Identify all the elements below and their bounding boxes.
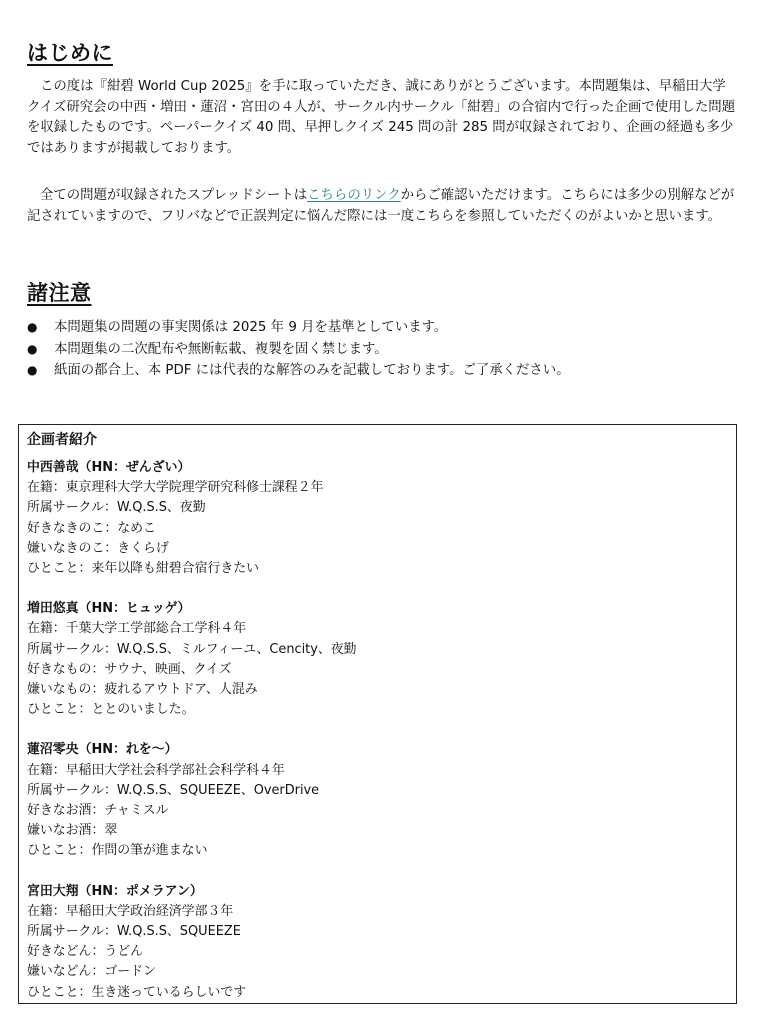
- organizer-likes: 好きなきのこ：なめこ: [27, 520, 156, 536]
- organizer-comment: ひとこと：生き迷っているらしいです: [27, 984, 247, 1000]
- organizer-circles: 所属サークル：W.Q.S.S、SQUEEZE、OverDrive: [27, 782, 320, 798]
- organizer-affiliation: 在籍：早稲田大学社会科学部社会科学科４年: [27, 762, 285, 778]
- intro-paragraph-1: この度は『紺碧 World Cup 2025』を手に取っていただき、誠にありがとうございます。本問題集は、早稲田大学クイズ研究会の中西・増田・蓮沼・宮田の４人が、サークル内サークル「紺碧」の合宿内で行った企画で使用した問題を収録したものです。ペーパークイズ 40 問、早押しクイズ 245 問の計 285 問が収録されており、企画の経過も多少ではありますが掲載しております。: [27, 79, 736, 156]
- bullet-icon: ●: [27, 341, 38, 356]
- bullet-icon: ●: [27, 363, 38, 377]
- bullet-icon: ●: [27, 320, 38, 334]
- organizer-circles: 所属サークル：W.Q.S.S、ミルフィーユ、Cencity、夜勤: [27, 641, 357, 657]
- organizer-name: 中西善哉（HN：ぜんざい）: [27, 460, 191, 475]
- organizer-profile: [27, 740, 736, 861]
- organizer-name: 増田悠真（HN：ヒュッゲ）: [27, 601, 191, 617]
- organizer-dislikes: 嫌いなお酒：翠: [27, 823, 118, 839]
- organizer-box-title: 企画者紹介: [27, 432, 97, 448]
- organizer-circles: 所属サークル：W.Q.S.S、夜勤: [27, 500, 206, 516]
- spreadsheet-link[interactable]: こちらのリンク: [307, 188, 401, 203]
- notes-heading: 諸注意: [27, 281, 92, 305]
- organizer-dislikes: 嫌いなどん：ゴードン: [27, 964, 156, 980]
- organizer-comment: ひとこと：作問の筆が進まない: [27, 843, 208, 859]
- organizer-likes: 好きなもの：サウナ、映画、クイズ: [27, 661, 232, 677]
- intro-heading: はじめに: [27, 41, 113, 65]
- note-text: 紙面の都合上、本 PDF には代表的な解答のみを記載しております。ご了承ください。: [54, 363, 570, 378]
- organizer-likes: 好きなお酒：チャミスル: [27, 803, 169, 819]
- organizer-likes: 好きなどん：うどん: [27, 944, 144, 960]
- note-text: 本問題集の二次配布や無断転載、複製を固く禁じます。: [54, 341, 388, 357]
- organizer-comment: ひとこと：ととのいました。: [27, 702, 195, 718]
- organizer-profile-box: [18, 424, 737, 1004]
- intro-paragraph-2-lead: 全ての問題が収録されたスプレッドシートは: [40, 188, 308, 203]
- organizer-profile: [27, 599, 736, 720]
- organizer-circles: 所属サークル：W.Q.S.S、SQUEEZE: [27, 924, 241, 940]
- organizer-profile: [27, 882, 736, 1003]
- organizer-dislikes: 嫌いなきのこ：きくらげ: [27, 540, 169, 556]
- organizer-affiliation: 在籍：東京理科大学大学院理学研究科修士課程２年: [27, 480, 324, 496]
- intro-paragraph-2: [27, 186, 737, 227]
- organizer-comment: ひとこと：来年以降も紺碧合宿行きたい: [27, 561, 260, 577]
- note-text: 本問題集の問題の事実関係は 2025 年 9 月を基準としています。: [54, 320, 448, 335]
- notes-list: [27, 317, 737, 382]
- organizer-dislikes: 嫌いなもの：疲れるアウトドア、人混み: [27, 682, 258, 698]
- intro-paragraph-2-tail: からご確認いただけます。こちらには多少の別解などが記されていますので、フリバなどで正誤判定に悩んだ際には一度こちらを参照していただくのがよいかと思います。: [27, 188, 735, 224]
- list-item: [27, 339, 737, 361]
- organizer-profile: [27, 458, 736, 579]
- list-item: [27, 360, 737, 382]
- list-item: [27, 317, 737, 339]
- organizer-name: 蓮沼零央（HN：れを〜）: [27, 742, 178, 758]
- organizer-name: 宮田大翔（HN：ポメラアン）: [27, 883, 203, 899]
- organizer-affiliation: 在籍：早稲田大学政治経済学部３年: [27, 903, 234, 919]
- organizer-affiliation: 在籍：千葉大学工学部総合工学科４年: [27, 621, 247, 637]
